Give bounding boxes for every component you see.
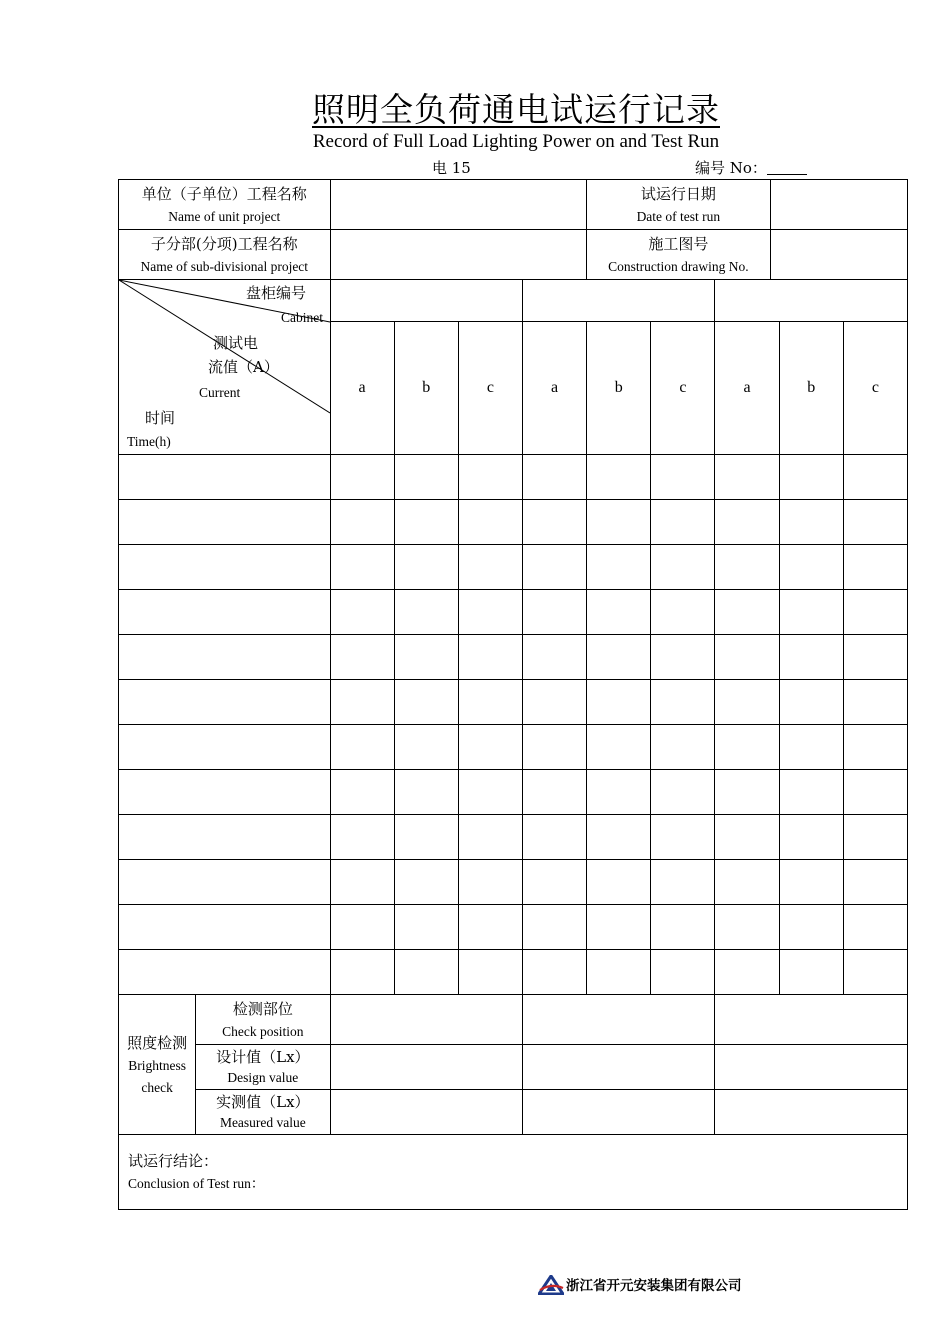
current-cell[interactable] [651,725,715,770]
current-cell[interactable] [458,905,522,950]
current-cell[interactable] [458,635,522,680]
current-cell[interactable] [330,770,394,815]
current-cell[interactable] [587,950,651,995]
design-value-1[interactable] [330,1045,522,1090]
current-cell[interactable] [715,635,779,680]
data-row [119,725,908,770]
current-cell[interactable] [458,455,522,500]
current-cell[interactable] [587,680,651,725]
current-cell[interactable] [779,815,843,860]
current-cell[interactable] [523,905,587,950]
current-cell[interactable] [458,680,522,725]
current-cell[interactable] [587,860,651,905]
current-cell[interactable] [843,815,907,860]
current-cell[interactable] [651,815,715,860]
current-cell[interactable] [523,725,587,770]
cabinet-2-cell[interactable] [523,280,715,322]
data-row [119,590,908,635]
serial-blank[interactable] [767,160,807,175]
current-cell[interactable] [587,500,651,545]
check-position-value-1[interactable] [330,995,522,1045]
current-cell[interactable] [779,635,843,680]
current-cell[interactable] [843,545,907,590]
design-value-2[interactable] [523,1045,715,1090]
current-cell[interactable] [651,860,715,905]
data-row [119,770,908,815]
current-cell[interactable] [330,860,394,905]
current-cell[interactable] [843,455,907,500]
company-footer [538,1274,742,1295]
current-cell[interactable] [779,680,843,725]
check-position-en: Check position [222,1023,304,1039]
time-cell[interactable] [119,725,331,770]
current-cell[interactable] [651,500,715,545]
current-cell[interactable] [587,725,651,770]
data-row [119,950,908,995]
current-cell[interactable] [779,455,843,500]
phase-header: c [843,322,907,455]
current-cell[interactable] [394,860,458,905]
current-cell[interactable] [458,950,522,995]
time-cell[interactable] [119,500,331,545]
current-cell[interactable] [330,455,394,500]
current-cell[interactable] [715,500,779,545]
time-label-zh: 时间 [145,409,176,427]
data-row [119,500,908,545]
current-cell[interactable] [779,770,843,815]
current-cell[interactable] [330,725,394,770]
current-cell[interactable] [458,590,522,635]
test-date-en: Date of test run [636,208,721,224]
current-cell[interactable] [715,860,779,905]
current-cell[interactable] [394,905,458,950]
current-cell[interactable] [330,590,394,635]
current-label-en: Current [199,385,241,400]
current-cell[interactable] [458,815,522,860]
phase-header: a [523,322,587,455]
measured-value-en: Measured value [219,1115,306,1130]
current-cell[interactable] [394,950,458,995]
time-cell[interactable] [119,590,331,635]
current-cell[interactable] [715,725,779,770]
check-position-label [196,995,330,1045]
conclusion-zh: 试运行结论： [128,1152,219,1170]
measured-value-label [196,1090,330,1135]
current-cell[interactable] [458,545,522,590]
brightness-label [119,995,196,1135]
brightness-en-2: check [141,1079,173,1095]
test-date-zh: 试运行日期 [640,184,716,203]
current-cell[interactable] [394,725,458,770]
current-cell[interactable] [523,815,587,860]
time-cell[interactable] [119,860,331,905]
current-cell[interactable] [779,860,843,905]
conclusion-cell[interactable] [119,1135,908,1210]
current-cell[interactable] [651,545,715,590]
time-cell[interactable] [119,815,331,860]
current-cell[interactable] [330,815,394,860]
time-cell[interactable] [119,635,331,680]
time-cell[interactable] [119,905,331,950]
time-cell[interactable] [119,545,331,590]
design-value-en: Design value [227,1070,299,1085]
current-cell[interactable] [587,905,651,950]
unit-project-zh: 单位（子单位）工程名称 [141,184,307,203]
current-cell[interactable] [715,950,779,995]
current-cell[interactable] [715,815,779,860]
current-cell[interactable] [458,860,522,905]
current-cell[interactable] [715,590,779,635]
current-cell[interactable] [779,725,843,770]
current-cell[interactable] [394,680,458,725]
current-cell[interactable] [587,815,651,860]
current-cell[interactable] [523,635,587,680]
sub-project-label [119,230,331,280]
current-cell[interactable] [651,680,715,725]
check-position-zh: 检测部位 [232,999,293,1018]
current-cell[interactable] [394,815,458,860]
current-cell[interactable] [330,950,394,995]
current-cell[interactable] [523,770,587,815]
current-cell[interactable] [523,590,587,635]
current-cell[interactable] [715,680,779,725]
cabinet-label-en: Cabinet [281,310,323,325]
measured-value-3[interactable] [715,1090,908,1135]
current-cell[interactable] [779,500,843,545]
current-cell[interactable] [394,770,458,815]
time-cell[interactable] [119,770,331,815]
data-row [119,545,908,590]
phase-header: b [394,322,458,455]
time-cell[interactable] [119,680,331,725]
serial-label: 编号 No： [695,159,767,177]
drawing-no-label [587,230,770,280]
current-cell[interactable] [779,950,843,995]
current-cell[interactable] [394,545,458,590]
current-cell[interactable] [843,770,907,815]
current-cell[interactable] [394,500,458,545]
data-row [119,455,908,500]
current-cell[interactable] [715,455,779,500]
measured-value-1[interactable] [330,1090,522,1135]
current-cell[interactable] [394,635,458,680]
current-cell[interactable] [651,590,715,635]
record-table [118,179,908,1210]
current-cell[interactable] [587,545,651,590]
current-cell[interactable] [587,770,651,815]
current-cell[interactable] [843,635,907,680]
unit-project-value[interactable] [330,180,587,230]
current-cell[interactable] [843,905,907,950]
data-row [119,635,908,680]
current-cell[interactable] [779,545,843,590]
current-cell[interactable] [779,905,843,950]
current-cell[interactable] [587,635,651,680]
design-value-label [196,1045,330,1090]
phase-header: b [779,322,843,455]
current-cell[interactable] [523,455,587,500]
data-row [119,905,908,950]
current-cell[interactable] [330,680,394,725]
current-cell[interactable] [458,770,522,815]
current-cell[interactable] [843,725,907,770]
current-cell[interactable] [394,455,458,500]
phase-header: c [651,322,715,455]
phase-header: c [458,322,522,455]
current-cell[interactable] [330,635,394,680]
data-row [119,680,908,725]
company-name: 浙江省开元安装集团有限公司 [566,1278,742,1294]
current-cell[interactable] [715,545,779,590]
drawing-no-en: Construction drawing No. [608,258,749,274]
current-cell[interactable] [651,455,715,500]
current-cell[interactable] [587,455,651,500]
current-cell[interactable] [394,590,458,635]
time-cell[interactable] [119,950,331,995]
current-cell[interactable] [523,860,587,905]
current-cell[interactable] [651,635,715,680]
sub-project-zh: 子分部(分项)工程名称 [150,234,298,253]
current-cell[interactable] [651,770,715,815]
current-cell[interactable] [715,770,779,815]
current-cell[interactable] [651,950,715,995]
current-cell[interactable] [715,905,779,950]
brightness-en-1: Brightness [128,1057,186,1073]
current-label-zh-2: 流值（A） [208,358,279,376]
company-logo-icon [538,1275,564,1295]
current-cell[interactable] [651,905,715,950]
conclusion-en: Conclusion of Test run： [128,1176,265,1191]
diagonal-header-cell [119,280,331,455]
document-subtitle: Record of Full Load Lighting Power on and Test Run [312,131,720,152]
current-cell[interactable] [330,905,394,950]
data-row [119,815,908,860]
phase-header: a [715,322,779,455]
design-value-3[interactable] [715,1045,908,1090]
form-code: 电 15 [432,159,471,177]
measured-value-zh: 实测值（Lx） [216,1093,310,1111]
current-cell[interactable] [843,950,907,995]
unit-project-label [119,180,331,230]
current-cell[interactable] [330,545,394,590]
time-label-en: Time(h) [127,434,171,449]
current-cell[interactable] [843,680,907,725]
current-cell[interactable] [458,500,522,545]
current-cell[interactable] [843,590,907,635]
cabinet-1-cell[interactable] [330,280,522,322]
brightness-zh: 照度检测 [127,1033,188,1052]
phase-header: b [587,322,651,455]
sub-project-value[interactable] [330,230,587,280]
current-cell[interactable] [587,590,651,635]
current-cell[interactable] [843,500,907,545]
unit-project-en: Name of unit project [168,208,281,224]
phase-header: a [330,322,394,455]
drawing-no-value[interactable] [770,230,907,280]
document-title: 照明全负荷通电试运行记录 [312,90,720,129]
current-cell[interactable] [523,680,587,725]
design-value-zh: 设计值（Lx） [216,1048,310,1066]
current-cell[interactable] [523,950,587,995]
current-label-zh-1: 测试电 [213,334,259,352]
measured-value-2[interactable] [523,1090,715,1135]
test-date-label [587,180,770,230]
current-cell[interactable] [330,500,394,545]
current-cell[interactable] [523,500,587,545]
current-cell[interactable] [779,590,843,635]
serial-number [695,157,807,178]
cabinet-label-zh: 盘柜编号 [246,284,307,302]
sub-project-en: Name of sub-divisional project [140,258,309,274]
check-position-value-2[interactable] [523,995,715,1045]
drawing-no-zh: 施工图号 [648,234,709,253]
current-cell[interactable] [458,725,522,770]
current-cell[interactable] [523,545,587,590]
data-row [119,860,908,905]
current-cell[interactable] [843,860,907,905]
time-cell[interactable] [119,455,331,500]
test-date-value[interactable] [770,180,907,230]
cabinet-3-cell[interactable] [715,280,908,322]
check-position-value-3[interactable] [715,995,908,1045]
